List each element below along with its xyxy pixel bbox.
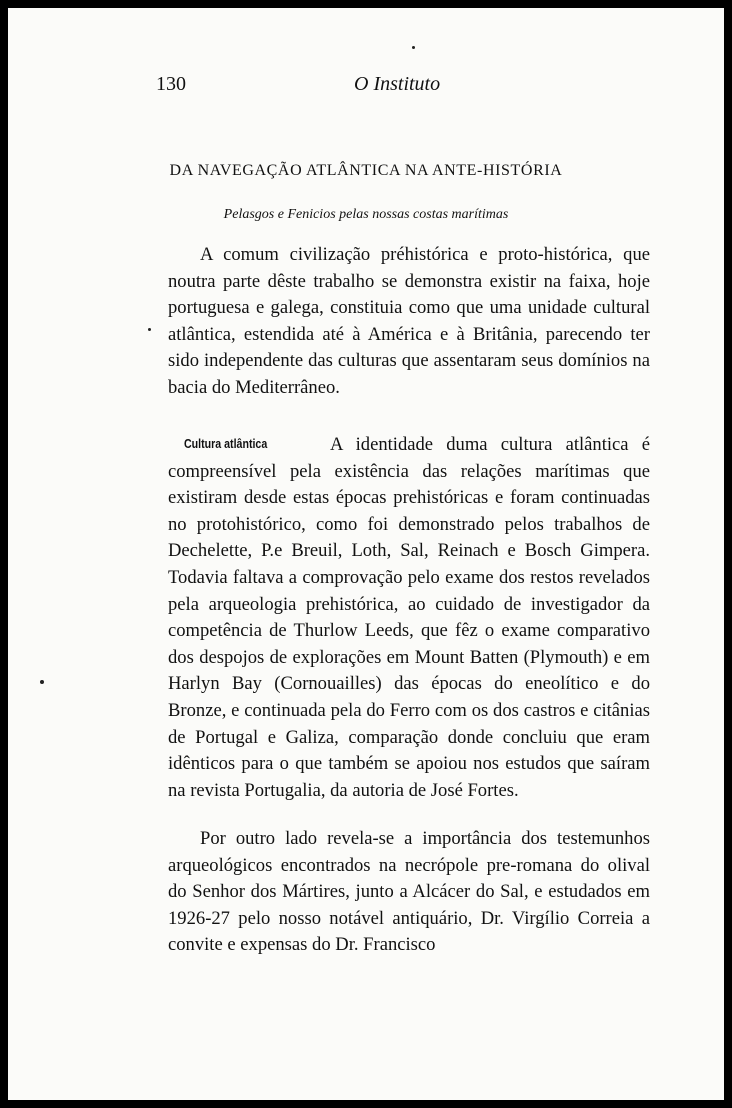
book-page: [8, 8, 724, 1100]
paragraph-1: [168, 242, 650, 402]
chapter-subtitle: Pelasgos e Fenicios pelas nossas costas marítimas: [223, 207, 509, 222]
paragraph-3: [168, 826, 650, 959]
chapter-title: DA NAVEGAÇÃO ATLÂNTICA NA ANTE-HISTÓRIA: [169, 162, 563, 179]
running-title: O Instituto: [354, 73, 441, 95]
paragraph-3-text: Por outro lado revela-se a importância dos testemunhos arqueológicos encontrados na necrópole pre-romana do olival do Senhor dos Mártires, junto a Alcácer do Sal, e estudados em 1926-27 pelo nosso notável antiquário, Dr. Virgílio Correia a convite e expensas do Dr. Francisco: [168, 828, 650, 956]
print-speck: [148, 328, 151, 331]
paragraph-1-text: A comum civilização préhistórica e proto-histórica, que noutra parte dêste trabalho se demonstra existir na faixa, hoje portuguesa e galega, constituia como que uma unidade cultural atlântica, estendida até à América e à Britânia, parecendo ter sido independente das culturas que assentaram seus domínios na bacia do Mediterrâneo.: [168, 244, 650, 398]
print-speck: [412, 46, 415, 49]
page-number: 130: [156, 73, 186, 95]
margin-note: Cultura atlântica: [184, 437, 268, 451]
paragraph-2-text: A identidade duma cultura atlântica é compreensível pela existência das relações marítimas que existiram desde estas épocas prehistóricas e foram continuadas no protohistórico, como foi demonstrado pelos trabalhos de Dechelette, P.e Breuil, Loth, Sal, Reinach e Bosch Gimpera. Todavia faltava a comprovação pelo exame dos restos revelados pela arqueologia prehistórica, ao cuidado de investigador da competência de Thurlow Leeds, que fêz o exame comparativo dos despojos de explorações em Mount Batten (Plymouth) e em Harlyn Bay (Cornouailles) das épocas do eneolítico e do Bronze, e continuada pela do Ferro com os dos castros e citânias de Portugal e Galiza, comparação donde concluiu que eram idênticos para o que também se apoiou nos estudos que saíram na revista Portugalia, da autoria de José Fortes.: [168, 434, 650, 801]
print-speck: [40, 680, 44, 684]
page-header: [156, 73, 650, 107]
paragraph-2: [168, 432, 650, 804]
